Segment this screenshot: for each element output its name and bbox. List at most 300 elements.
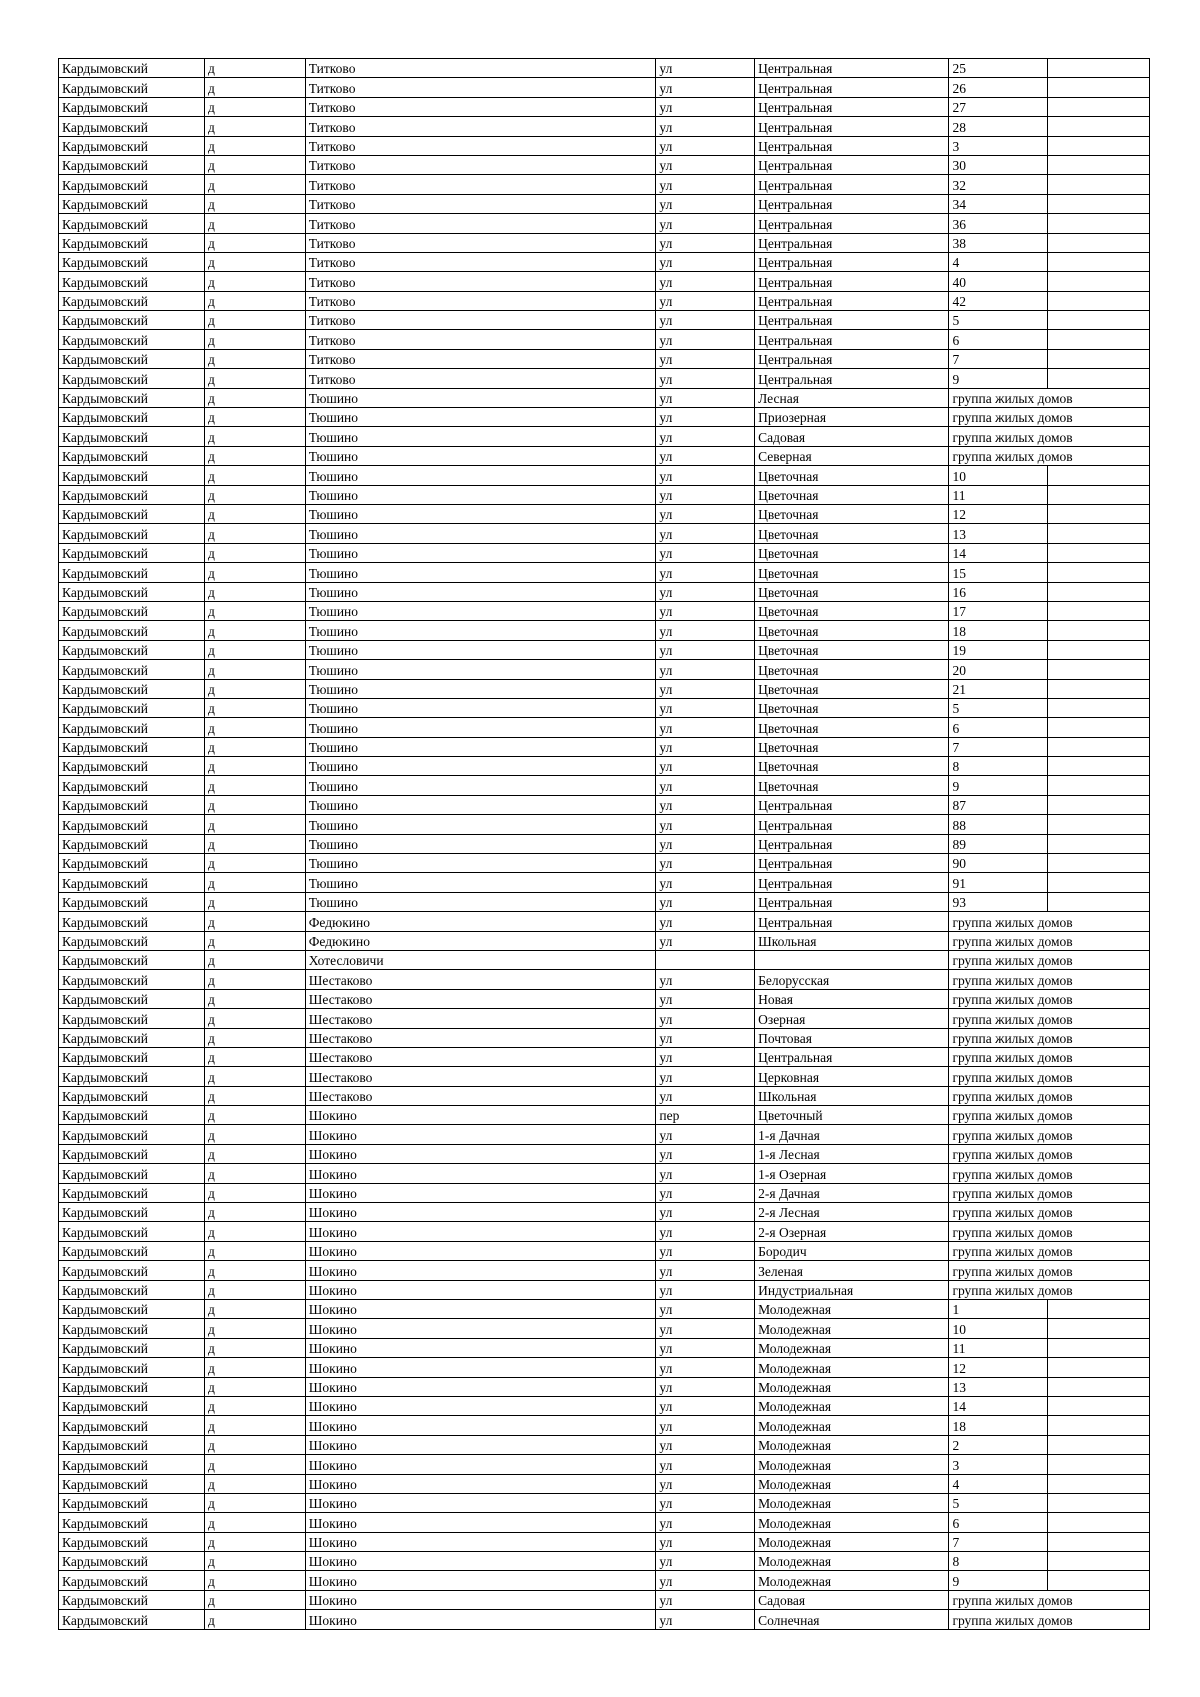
street-name-cell: Центральная: [755, 194, 949, 213]
table-row: [59, 1028, 1150, 1047]
street-type-cell: ул: [656, 214, 755, 233]
settlement-name-cell: Тюшино: [305, 466, 656, 485]
district-cell: Кардымовский: [59, 1571, 205, 1590]
street-type-cell: ул: [656, 1261, 755, 1280]
table-row: [59, 1047, 1150, 1066]
settlement-name-cell: Шокино: [305, 1455, 656, 1474]
street-name-cell: Цветочная: [755, 679, 949, 698]
settlement-name-cell: Тюшино: [305, 679, 656, 698]
table-row: [59, 194, 1150, 213]
settlement-type-cell: д: [205, 718, 306, 737]
table-row: [59, 446, 1150, 465]
street-type-cell: ул: [656, 117, 755, 136]
street-type-cell: ул: [656, 1513, 755, 1532]
settlement-type-cell: д: [205, 912, 306, 931]
street-name-cell: 1-я Озерная: [755, 1164, 949, 1183]
settlement-name-cell: Шестаково: [305, 1009, 656, 1028]
street-name-cell: Цветочная: [755, 660, 949, 679]
street-type-cell: ул: [656, 1028, 755, 1047]
street-name-cell: Садовая: [755, 1590, 949, 1609]
settlement-name-cell: Шокино: [305, 1416, 656, 1435]
house-cell: 18: [949, 1416, 1048, 1435]
district-cell: Кардымовский: [59, 1222, 205, 1241]
street-type-cell: ул: [656, 1396, 755, 1415]
street-name-cell: Центральная: [755, 912, 949, 931]
settlement-type-cell: д: [205, 950, 306, 969]
house-cell: группа жилых домов: [949, 1241, 1150, 1260]
settlement-type-cell: д: [205, 1106, 306, 1125]
extra-cell: [1048, 1416, 1150, 1435]
street-name-cell: Цветочная: [755, 543, 949, 562]
settlement-type-cell: д: [205, 136, 306, 155]
extra-cell: [1048, 854, 1150, 873]
street-name-cell: 2-я Озерная: [755, 1222, 949, 1241]
settlement-type-cell: д: [205, 388, 306, 407]
district-cell: Кардымовский: [59, 1416, 205, 1435]
house-cell: 91: [949, 873, 1048, 892]
street-type-cell: ул: [656, 194, 755, 213]
settlement-name-cell: Шокино: [305, 1164, 656, 1183]
settlement-type-cell: д: [205, 582, 306, 601]
district-cell: Кардымовский: [59, 59, 205, 78]
street-type-cell: ул: [656, 1358, 755, 1377]
table-row: [59, 582, 1150, 601]
street-name-cell: Молодежная: [755, 1358, 949, 1377]
table-row: [59, 330, 1150, 349]
district-cell: Кардымовский: [59, 563, 205, 582]
street-type-cell: ул: [656, 1164, 755, 1183]
district-cell: Кардымовский: [59, 1125, 205, 1144]
table-row: [59, 388, 1150, 407]
settlement-type-cell: д: [205, 660, 306, 679]
street-name-cell: Лесная: [755, 388, 949, 407]
table-row: [59, 311, 1150, 330]
table-row: [59, 272, 1150, 291]
extra-cell: [1048, 737, 1150, 756]
settlement-type-cell: д: [205, 252, 306, 271]
house-cell: 87: [949, 795, 1048, 814]
settlement-type-cell: д: [205, 1067, 306, 1086]
table-row: [59, 892, 1150, 911]
extra-cell: [1048, 601, 1150, 620]
street-name-cell: Центральная: [755, 78, 949, 97]
settlement-type-cell: д: [205, 504, 306, 523]
settlement-name-cell: Тюшино: [305, 504, 656, 523]
street-name-cell: Молодежная: [755, 1532, 949, 1551]
settlement-name-cell: Шокино: [305, 1319, 656, 1338]
house-cell: 10: [949, 466, 1048, 485]
house-cell: 6: [949, 718, 1048, 737]
settlement-name-cell: Шокино: [305, 1125, 656, 1144]
settlement-name-cell: Тюшино: [305, 640, 656, 659]
district-cell: Кардымовский: [59, 718, 205, 737]
settlement-type-cell: д: [205, 78, 306, 97]
street-type-cell: ул: [656, 446, 755, 465]
house-cell: 6: [949, 330, 1048, 349]
district-cell: Кардымовский: [59, 1106, 205, 1125]
settlement-name-cell: Тюшино: [305, 524, 656, 543]
extra-cell: [1048, 1377, 1150, 1396]
house-cell: группа жилых домов: [949, 931, 1150, 950]
street-name-cell: Молодежная: [755, 1455, 949, 1474]
settlement-name-cell: Тюшино: [305, 582, 656, 601]
street-name-cell: Центральная: [755, 252, 949, 271]
table-row: [59, 1377, 1150, 1396]
extra-cell: [1048, 640, 1150, 659]
settlement-name-cell: Титково: [305, 97, 656, 116]
street-name-cell: Церковная: [755, 1067, 949, 1086]
street-type-cell: ул: [656, 1532, 755, 1551]
settlement-type-cell: д: [205, 1493, 306, 1512]
street-name-cell: Цветочная: [755, 621, 949, 640]
district-cell: Кардымовский: [59, 311, 205, 330]
table-row: [59, 1396, 1150, 1415]
settlement-type-cell: д: [205, 970, 306, 989]
district-cell: Кардымовский: [59, 388, 205, 407]
table-row: [59, 815, 1150, 834]
settlement-name-cell: Шестаково: [305, 1028, 656, 1047]
settlement-name-cell: Титково: [305, 330, 656, 349]
street-type-cell: ул: [656, 1610, 755, 1629]
settlement-name-cell: Титково: [305, 233, 656, 252]
district-cell: Кардымовский: [59, 892, 205, 911]
district-cell: Кардымовский: [59, 1144, 205, 1163]
street-name-cell: 1-я Дачная: [755, 1125, 949, 1144]
street-name-cell: Цветочная: [755, 776, 949, 795]
extra-cell: [1048, 1358, 1150, 1377]
extra-cell: [1048, 349, 1150, 368]
district-cell: Кардымовский: [59, 815, 205, 834]
extra-cell: [1048, 272, 1150, 291]
settlement-type-cell: д: [205, 854, 306, 873]
street-type-cell: ул: [656, 272, 755, 291]
house-cell: 36: [949, 214, 1048, 233]
house-cell: группа жилых домов: [949, 408, 1150, 427]
settlement-name-cell: Титково: [305, 155, 656, 174]
settlement-type-cell: д: [205, 1125, 306, 1144]
house-cell: 14: [949, 543, 1048, 562]
house-cell: группа жилых домов: [949, 1028, 1150, 1047]
house-cell: группа жилых домов: [949, 1183, 1150, 1202]
street-name-cell: Центральная: [755, 59, 949, 78]
settlement-name-cell: Шокино: [305, 1435, 656, 1454]
extra-cell: [1048, 1571, 1150, 1590]
settlement-name-cell: Шокино: [305, 1338, 656, 1357]
extra-cell: [1048, 582, 1150, 601]
settlement-name-cell: Шокино: [305, 1474, 656, 1493]
table-row: [59, 1183, 1150, 1202]
house-cell: 32: [949, 175, 1048, 194]
street-type-cell: ул: [656, 485, 755, 504]
street-type-cell: ул: [656, 1435, 755, 1454]
settlement-type-cell: д: [205, 1552, 306, 1571]
street-name-cell: Садовая: [755, 427, 949, 446]
settlement-name-cell: Тюшино: [305, 815, 656, 834]
table-row: [59, 1319, 1150, 1338]
house-cell: группа жилых домов: [949, 388, 1150, 407]
house-cell: группа жилых домов: [949, 427, 1150, 446]
street-name-cell: Школьная: [755, 931, 949, 950]
street-type-cell: ул: [656, 1493, 755, 1512]
settlement-name-cell: Шокино: [305, 1300, 656, 1319]
settlement-name-cell: Тюшино: [305, 776, 656, 795]
street-type-cell: ул: [656, 175, 755, 194]
street-name-cell: Центральная: [755, 272, 949, 291]
house-cell: группа жилых домов: [949, 1086, 1150, 1105]
settlement-type-cell: д: [205, 931, 306, 950]
extra-cell: [1048, 679, 1150, 698]
table-row: [59, 408, 1150, 427]
street-type-cell: ул: [656, 989, 755, 1008]
table-row: [59, 776, 1150, 795]
settlement-name-cell: Тюшино: [305, 601, 656, 620]
extra-cell: [1048, 233, 1150, 252]
extra-cell: [1048, 1319, 1150, 1338]
house-cell: 28: [949, 117, 1048, 136]
settlement-name-cell: Титково: [305, 349, 656, 368]
settlement-type-cell: д: [205, 1183, 306, 1202]
extra-cell: [1048, 136, 1150, 155]
street-type-cell: ул: [656, 563, 755, 582]
extra-cell: [1048, 1552, 1150, 1571]
settlement-type-cell: д: [205, 543, 306, 562]
settlement-type-cell: д: [205, 621, 306, 640]
street-name-cell: Цветочная: [755, 698, 949, 717]
table-row: [59, 1338, 1150, 1357]
street-name-cell: Молодежная: [755, 1435, 949, 1454]
settlement-name-cell: Шокино: [305, 1396, 656, 1415]
settlement-type-cell: д: [205, 97, 306, 116]
street-type-cell: ул: [656, 136, 755, 155]
street-type-cell: ул: [656, 1338, 755, 1357]
settlement-type-cell: д: [205, 349, 306, 368]
table-row: [59, 1513, 1150, 1532]
settlement-name-cell: Тюшино: [305, 854, 656, 873]
street-type-cell: ул: [656, 524, 755, 543]
district-cell: Кардымовский: [59, 1241, 205, 1260]
settlement-type-cell: д: [205, 272, 306, 291]
table-row: [59, 349, 1150, 368]
district-cell: Кардымовский: [59, 757, 205, 776]
street-type-cell: ул: [656, 1086, 755, 1105]
extra-cell: [1048, 117, 1150, 136]
street-type-cell: ул: [656, 59, 755, 78]
table-row: [59, 950, 1150, 969]
table-row: [59, 1358, 1150, 1377]
district-cell: Кардымовский: [59, 427, 205, 446]
street-type-cell: ул: [656, 815, 755, 834]
house-cell: 19: [949, 640, 1048, 659]
street-type-cell: пер: [656, 1106, 755, 1125]
house-cell: группа жилых домов: [949, 1164, 1150, 1183]
table-row: [59, 1590, 1150, 1609]
extra-cell: [1048, 1513, 1150, 1532]
street-name-cell: Центральная: [755, 892, 949, 911]
settlement-type-cell: д: [205, 1009, 306, 1028]
settlement-type-cell: д: [205, 59, 306, 78]
district-cell: Кардымовский: [59, 330, 205, 349]
address-table: [58, 58, 1150, 1630]
settlement-name-cell: Тюшино: [305, 892, 656, 911]
table-row: [59, 854, 1150, 873]
extra-cell: [1048, 1532, 1150, 1551]
settlement-type-cell: д: [205, 1319, 306, 1338]
district-cell: Кардымовский: [59, 1009, 205, 1028]
settlement-name-cell: Тюшино: [305, 621, 656, 640]
settlement-type-cell: д: [205, 1028, 306, 1047]
table-row: [59, 640, 1150, 659]
street-name-cell: Центральная: [755, 349, 949, 368]
street-type-cell: ул: [656, 155, 755, 174]
house-cell: 15: [949, 563, 1048, 582]
extra-cell: [1048, 524, 1150, 543]
street-name-cell: Молодежная: [755, 1319, 949, 1338]
district-cell: Кардымовский: [59, 912, 205, 931]
house-cell: 4: [949, 252, 1048, 271]
table-row: [59, 1067, 1150, 1086]
table-row: [59, 466, 1150, 485]
settlement-type-cell: д: [205, 834, 306, 853]
extra-cell: [1048, 214, 1150, 233]
settlement-name-cell: Шестаково: [305, 970, 656, 989]
table-row: [59, 757, 1150, 776]
house-cell: 38: [949, 233, 1048, 252]
settlement-name-cell: Тюшино: [305, 795, 656, 814]
house-cell: группа жилых домов: [949, 1067, 1150, 1086]
table-row: [59, 504, 1150, 523]
table-row: [59, 291, 1150, 310]
district-cell: Кардымовский: [59, 1455, 205, 1474]
extra-cell: [1048, 78, 1150, 97]
district-cell: Кардымовский: [59, 1590, 205, 1609]
settlement-name-cell: Тюшино: [305, 718, 656, 737]
house-cell: 3: [949, 1455, 1048, 1474]
house-cell: 34: [949, 194, 1048, 213]
street-name-cell: Центральная: [755, 330, 949, 349]
settlement-type-cell: д: [205, 485, 306, 504]
house-cell: 93: [949, 892, 1048, 911]
settlement-type-cell: д: [205, 776, 306, 795]
settlement-name-cell: Титково: [305, 311, 656, 330]
settlement-type-cell: д: [205, 1435, 306, 1454]
house-cell: 7: [949, 1532, 1048, 1551]
street-name-cell: Приозерная: [755, 408, 949, 427]
settlement-type-cell: д: [205, 291, 306, 310]
street-type-cell: ул: [656, 679, 755, 698]
street-name-cell: [755, 950, 949, 969]
settlement-type-cell: д: [205, 330, 306, 349]
street-name-cell: Центральная: [755, 873, 949, 892]
house-cell: 25: [949, 59, 1048, 78]
extra-cell: [1048, 369, 1150, 388]
house-cell: 8: [949, 1552, 1048, 1571]
house-cell: 42: [949, 291, 1048, 310]
house-cell: 89: [949, 834, 1048, 853]
house-cell: группа жилых домов: [949, 1222, 1150, 1241]
extra-cell: [1048, 757, 1150, 776]
settlement-name-cell: Шокино: [305, 1144, 656, 1163]
street-type-cell: ул: [656, 698, 755, 717]
table-row: [59, 214, 1150, 233]
table-row: [59, 660, 1150, 679]
table-row: [59, 1144, 1150, 1163]
street-type-cell: ул: [656, 621, 755, 640]
house-cell: группа жилых домов: [949, 989, 1150, 1008]
district-cell: Кардымовский: [59, 1474, 205, 1493]
district-cell: Кардымовский: [59, 698, 205, 717]
district-cell: Кардымовский: [59, 504, 205, 523]
district-cell: Кардымовский: [59, 1435, 205, 1454]
house-cell: 5: [949, 311, 1048, 330]
settlement-type-cell: д: [205, 369, 306, 388]
district-cell: Кардымовский: [59, 1028, 205, 1047]
district-cell: Кардымовский: [59, 776, 205, 795]
settlement-name-cell: Тюшино: [305, 543, 656, 562]
district-cell: Кардымовский: [59, 1280, 205, 1299]
table-row: [59, 1203, 1150, 1222]
settlement-type-cell: д: [205, 1474, 306, 1493]
street-type-cell: ул: [656, 1590, 755, 1609]
table-row: [59, 1222, 1150, 1241]
settlement-type-cell: д: [205, 1086, 306, 1105]
table-row: [59, 369, 1150, 388]
district-cell: Кардымовский: [59, 1532, 205, 1551]
settlement-type-cell: д: [205, 1416, 306, 1435]
district-cell: Кардымовский: [59, 349, 205, 368]
house-cell: 20: [949, 660, 1048, 679]
table-row: [59, 485, 1150, 504]
settlement-type-cell: д: [205, 1300, 306, 1319]
street-type-cell: ул: [656, 931, 755, 950]
extra-cell: [1048, 485, 1150, 504]
street-name-cell: Центральная: [755, 136, 949, 155]
house-cell: группа жилых домов: [949, 912, 1150, 931]
settlement-type-cell: д: [205, 466, 306, 485]
street-name-cell: Бородич: [755, 1241, 949, 1260]
district-cell: Кардымовский: [59, 214, 205, 233]
settlement-type-cell: д: [205, 175, 306, 194]
street-type-cell: ул: [656, 291, 755, 310]
settlement-name-cell: Тюшино: [305, 834, 656, 853]
table-row: [59, 912, 1150, 931]
street-name-cell: Северная: [755, 446, 949, 465]
extra-cell: [1048, 311, 1150, 330]
settlement-type-cell: д: [205, 1455, 306, 1474]
street-name-cell: Центральная: [755, 1047, 949, 1066]
settlement-type-cell: д: [205, 1241, 306, 1260]
table-row: [59, 601, 1150, 620]
table-row: [59, 737, 1150, 756]
street-name-cell: Молодежная: [755, 1416, 949, 1435]
table-row: [59, 989, 1150, 1008]
district-cell: Кардымовский: [59, 660, 205, 679]
table-row: [59, 1474, 1150, 1493]
street-name-cell: Цветочная: [755, 601, 949, 620]
settlement-type-cell: д: [205, 892, 306, 911]
street-type-cell: ул: [656, 388, 755, 407]
district-cell: Кардымовский: [59, 854, 205, 873]
street-name-cell: Цветочная: [755, 563, 949, 582]
house-cell: 90: [949, 854, 1048, 873]
district-cell: Кардымовский: [59, 155, 205, 174]
street-type-cell: ул: [656, 892, 755, 911]
address-table-body: [59, 59, 1150, 1630]
house-cell: 11: [949, 1338, 1048, 1357]
house-cell: группа жилых домов: [949, 1144, 1150, 1163]
table-row: [59, 563, 1150, 582]
district-cell: Кардымовский: [59, 1183, 205, 1202]
district-cell: Кардымовский: [59, 485, 205, 504]
